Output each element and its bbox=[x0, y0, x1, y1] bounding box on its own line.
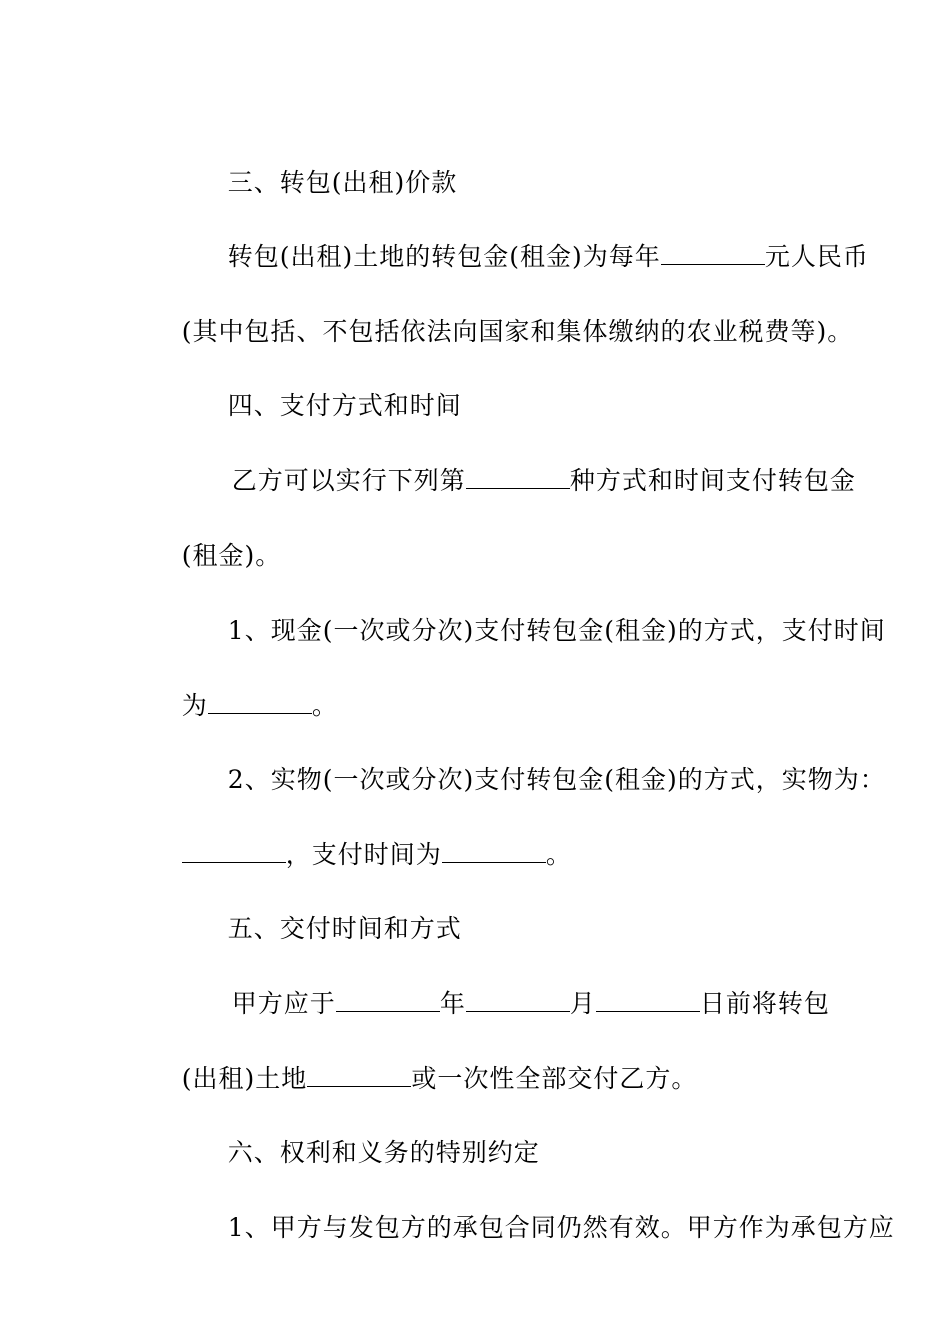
text-segment: 1、现金(一次或分次)支付转包金(租金)的方式，支付时间 bbox=[227, 616, 886, 645]
text-segment: 为 bbox=[181, 691, 208, 720]
text-segment: 月 bbox=[569, 989, 596, 1018]
section-6-item-1 bbox=[192, 1183, 895, 1273]
text-segment: 乙方可以实行下列第 bbox=[231, 466, 466, 495]
fill-blank bbox=[466, 466, 570, 489]
fill-blank bbox=[307, 1064, 411, 1087]
text-segment: ，支付时间为 bbox=[285, 840, 442, 869]
heading-text: 五、交付时间和方式 bbox=[227, 914, 462, 943]
text-segment: 日前将转包 bbox=[699, 989, 830, 1018]
text-segment: (租金)。 bbox=[181, 541, 282, 570]
fill-blank bbox=[208, 691, 312, 714]
heading-text: 六、权利和义务的特别约定 bbox=[227, 1138, 540, 1167]
fill-blank bbox=[336, 989, 440, 1012]
heading-text: 四、支付方式和时间 bbox=[227, 391, 462, 420]
text-segment: 种方式和时间支付转包金 bbox=[569, 466, 856, 495]
heading-text: 三、转包(出租)价款 bbox=[227, 168, 458, 197]
text-segment: 。 bbox=[311, 691, 338, 720]
text-segment: 1、甲方与发包方的承包合同仍然有效。甲方作为承包方应 bbox=[227, 1213, 895, 1242]
text-segment: 2、实物(一次或分次)支付转包金(租金)的方式，实物为： bbox=[227, 765, 886, 794]
text-segment: (出租)土地 bbox=[181, 1064, 308, 1093]
text-segment: 或一次性全部交付乙方。 bbox=[411, 1064, 698, 1093]
fill-blank bbox=[442, 840, 546, 863]
fill-blank bbox=[466, 989, 570, 1012]
text-segment: 转包(出租)土地的转包金(租金)为每年 bbox=[227, 242, 661, 271]
text-segment: 年 bbox=[439, 989, 466, 1018]
text-segment: 元人民币 bbox=[764, 242, 869, 271]
section-4-paragraph-line-1 bbox=[196, 436, 856, 526]
text-segment: (其中包括、不包括依法向国家和集体缴纳的农业税费等)。 bbox=[181, 317, 854, 346]
fill-blank bbox=[182, 840, 286, 863]
text-segment: 。 bbox=[545, 840, 572, 869]
fill-blank bbox=[661, 242, 765, 265]
fill-blank bbox=[596, 989, 700, 1012]
text-segment: 甲方应于 bbox=[231, 989, 336, 1018]
